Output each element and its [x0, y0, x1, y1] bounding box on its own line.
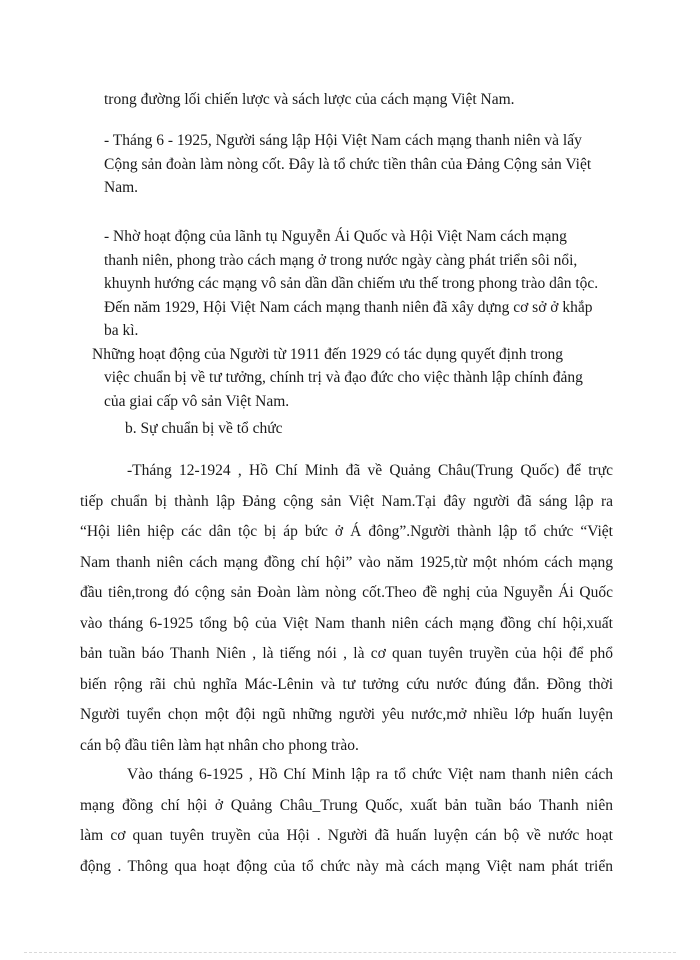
text-line: Nam thanh niên cách mạng đồng chí hội” vào năm 1925,từ một nhóm cách mạng: [80, 553, 613, 571]
text-line: Người tuyển chọn một đội ngũ những người yêu nước,mở nhiều lớp huấn luyện: [80, 706, 613, 723]
text-line: tiếp chuẩn bị thành lập Đảng cộng sản Việt Nam.Tại đây người đã sáng lập ra: [80, 492, 613, 510]
section-heading: [125, 417, 625, 441]
paragraph-june-1925-organization: [80, 760, 613, 882]
text-line: biến rộng rãi chủ nghĩa Mác-Lênin và tư tưởng cứu nước đúng đắn. Đồng thời: [80, 675, 613, 693]
text-line: khuynh hướng các mạng vô sản dần dần chiếm ưu thế trong phong trào dân tộc.: [104, 275, 599, 292]
text-line: động . Thông qua hoạt động của tổ chức này mà cách mạng Việt nam phát triển: [80, 857, 613, 875]
page-bottom-divider: [24, 952, 676, 953]
paragraph-december-1924: [80, 456, 613, 761]
text-line: cán bộ đầu tiên làm hạt nhân cho phong trào.: [80, 736, 359, 754]
text-line: Nam.: [104, 179, 139, 196]
text-line: -Tháng 12-1924 , Hồ Chí Minh đã về Quảng Châu(Trung Quốc) để trực: [127, 462, 613, 479]
paragraph-june-1925: [104, 129, 604, 200]
text-line: Những hoạt động của Người từ 1911 đến 1929 có tác dụng quyết định trong: [92, 345, 564, 363]
paragraph-revolution-progress: [92, 225, 604, 413]
text-line: đầu tiên,trong đó cộng sản Đoàn làm nòng cốt.Theo đề nghị của Nguyễn Ái Quốc: [80, 584, 613, 601]
text-line: Cộng sản đoàn làm nòng cốt. Đây là tổ chức tiền thân của Đảng Cộng sản Việt: [104, 155, 592, 173]
text-line: của giai cấp vô sản Việt Nam.: [104, 392, 290, 410]
text-line: làm cơ quan tuyên truyền của Hội . Người đã huấn luyện cán bộ về nước hoạt: [80, 827, 613, 844]
text-line: mạng đồng chí hội ở Quảng Châu_Trung Quốc, xuất bản tuần báo Thanh niên: [80, 796, 613, 814]
text-line: việc chuẩn bị về tư tưởng, chính trị và đạo đức cho việc thành lập chính đảng: [104, 369, 583, 386]
text-line: vào tháng 6-1925 tổng bộ của Việt Nam thanh niên cách mạng đồng chí hội,xuất: [80, 614, 613, 632]
text-line: “Hội liên hiệp các dân tộc bị áp bức ở Á đông”.Người thành lập tổ chức “Việt: [80, 523, 613, 540]
text-line: - Tháng 6 - 1925, Người sáng lập Hội Việt Nam cách mạng thanh niên và lấy: [104, 132, 582, 149]
heading-text: b. Sự chuẩn bị về tổ chức: [125, 420, 283, 437]
text-line: trong đường lối chiến lược và sách lược của cách mạng Việt Nam.: [104, 91, 515, 108]
text-line: bản tuần báo Thanh Niên , là tiếng nói , là cơ quan tuyên truyền của hội để phổ: [80, 645, 613, 662]
text-line: - Nhờ hoạt động của lãnh tụ Nguyễn Ái Quốc và Hội Việt Nam cách mạng: [104, 228, 567, 245]
text-line: thanh niên, phong trào cách mạng ở trong nước ngày càng phát triển sôi nổi,: [104, 251, 578, 269]
text-line: Vào tháng 6-1925 , Hồ Chí Minh lập ra tổ chức Việt nam thanh niên cách: [127, 766, 613, 783]
text-line: ba kì.: [104, 322, 139, 339]
text-line: Đến năm 1929, Hội Việt Nam cách mạng thanh niên đã xây dựng cơ sở ở khắp: [104, 298, 593, 316]
paragraph-strategy: [104, 88, 604, 112]
